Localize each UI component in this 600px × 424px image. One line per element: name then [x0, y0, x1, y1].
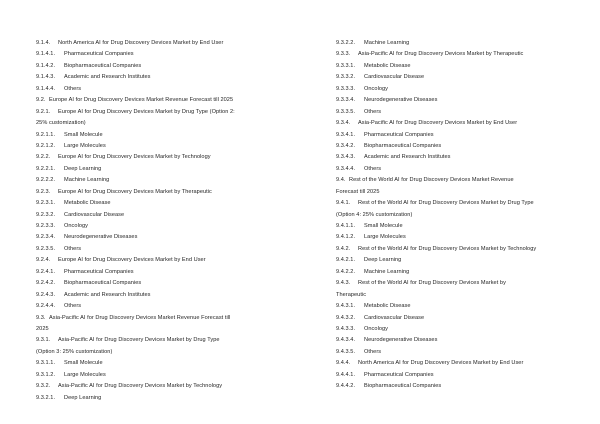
toc-entry-title: Oncology [64, 223, 89, 229]
toc-entry [336, 61, 576, 72]
toc-entry-title: Cardiovascular Disease [364, 74, 425, 81]
toc-entry-number: 9.1.4.3. [36, 74, 56, 81]
toc-entry-number: 9.2.4.2. [36, 280, 56, 287]
toc-entry [336, 221, 576, 232]
toc-entry [336, 347, 576, 358]
toc-entry-title: Biopharmaceutical Companies [64, 62, 142, 69]
toc-entry [336, 198, 576, 209]
toc-entry [336, 358, 576, 369]
toc-entry [36, 175, 298, 186]
toc-entry-number: 9.3.3.2. [336, 74, 356, 81]
toc-entry [36, 347, 298, 358]
toc-entry [36, 232, 298, 243]
toc-entry-number: 9.3.3. [336, 51, 351, 58]
toc-entry [36, 221, 298, 232]
toc-entry-number: 9.3.4.1. [336, 131, 356, 138]
toc-right-column [336, 38, 576, 393]
toc-entry-title: North America AI for Drug Discovery Devices Market by End User [358, 360, 524, 367]
toc-entry-title: Rest of the World AI for Drug Discovery Devices Market Revenue [349, 177, 514, 184]
toc-entry-number: 9.2. [36, 97, 46, 104]
toc-entry-number: 9.3. [36, 314, 46, 321]
toc-entry-number: 9.3.3.3. [336, 85, 356, 92]
toc-entry [36, 267, 298, 278]
toc-entry-title: Europe AI for Drug Discovery Devices Market by End User [58, 257, 206, 264]
toc-entry [336, 210, 576, 221]
toc-entry [336, 313, 576, 324]
toc-entry [336, 232, 576, 243]
toc-entry [36, 381, 298, 392]
toc-entry [36, 84, 298, 95]
toc-entry-number: 9.4.2. [336, 245, 351, 252]
toc-entry-title: Oncology [364, 325, 389, 332]
toc-entry-title: Forecast till 2025 [336, 188, 380, 195]
toc-entry-number: 9.3.4. [336, 120, 351, 127]
toc-entry [336, 244, 576, 255]
toc-entry [336, 278, 576, 289]
toc-left-column [36, 38, 298, 404]
toc-entry [336, 118, 576, 129]
toc-entry [36, 370, 298, 381]
toc-entry-number: 9.2.4.3. [36, 291, 56, 298]
toc-entry-title: Cardiovascular Disease [364, 314, 425, 321]
toc-entry-number: 9.4.3.4. [336, 337, 356, 344]
toc-entry-number: 9.2.3.5. [36, 245, 56, 252]
toc-entry-title: Biopharmaceutical Companies [364, 383, 442, 390]
toc-entry-title: (Option 4: 25% customization) [336, 211, 413, 218]
toc-entry-number: 9.3.4.4. [336, 165, 356, 172]
toc-entry-number: 9.1.4.4. [36, 85, 56, 92]
toc-entry-title: Cardiovascular Disease [64, 211, 125, 218]
toc-entry-title: Academic and Research Institutes [64, 74, 151, 81]
toc-entry [336, 141, 576, 152]
toc-entry-number: 9.3.3.5. [336, 108, 356, 115]
toc-entry-number: 9.4.3.5. [336, 348, 356, 355]
toc-entry [36, 210, 298, 221]
toc-entry [36, 335, 298, 346]
toc-entry [336, 324, 576, 335]
toc-entry [36, 313, 298, 324]
toc-entry-title: Asia-Pacific AI for Drug Discovery Devices Market by End User [358, 120, 518, 127]
toc-entry [336, 335, 576, 346]
toc-entry-title: Large Molecules [64, 371, 106, 378]
toc-entry [336, 72, 576, 83]
toc-entry [36, 324, 298, 335]
toc-entry-title: Pharmaceutical Companies [64, 51, 134, 58]
toc-entry [336, 107, 576, 118]
toc-entry-title: Therapeutic [336, 291, 367, 298]
toc-entry [36, 107, 298, 118]
toc-entry-title: Europe AI for Drug Discovery Devices Market Revenue Forecast till 2025 [49, 97, 234, 104]
toc-entry [36, 49, 298, 60]
toc-entry [336, 49, 576, 60]
toc-entry-number: 9.2.3.1. [36, 200, 56, 207]
toc-entry-title: Biopharmaceutical Companies [64, 280, 142, 287]
toc-entry-number: 9.4.1. [336, 200, 351, 207]
toc-entry-title: Pharmaceutical Companies [364, 131, 434, 138]
toc-entry [36, 358, 298, 369]
toc-entry [36, 198, 298, 209]
toc-entry-number: 9.3.1.1. [36, 360, 56, 367]
toc-entry-number: 9.4. [336, 177, 346, 184]
toc-entry-number: 9.3.3.4. [336, 97, 356, 104]
toc-entry-number: 9.4.2.2. [336, 268, 356, 275]
toc-entry [36, 141, 298, 152]
toc-entry-title: Pharmaceutical Companies [364, 371, 434, 378]
toc-entry-title: 25% customization) [36, 120, 86, 127]
toc-entry-number: 9.3.2. [36, 383, 51, 390]
toc-entry-title: Rest of the World AI for Drug Discovery Devices Market by [358, 280, 506, 287]
toc-entry-number: 9.4.3. [336, 280, 351, 287]
toc-entry-number: 9.2.4.4. [36, 303, 56, 310]
toc-entry-number: 9.1.4.1. [36, 51, 56, 58]
toc-entry [336, 95, 576, 106]
toc-entry-title: Others [64, 85, 82, 92]
toc-entry-title: Academic and Research Institutes [364, 154, 451, 161]
toc-entry-title: Small Molecule [64, 131, 103, 138]
toc-entry-title: Metabolic Disease [364, 303, 411, 310]
toc-entry [36, 244, 298, 255]
toc-entry [336, 175, 576, 186]
toc-entry-title: Rest of the World AI for Drug Discovery Devices Market by Technology [358, 245, 537, 252]
toc-entry-number: 9.4.1.1. [336, 223, 356, 229]
toc-entry-title: Biopharmaceutical Companies [364, 142, 442, 149]
toc-entry-title: Deep Learning [64, 165, 102, 172]
toc-entry-title: Neurodegenerative Diseases [364, 337, 438, 344]
toc-entry-title: Oncology [364, 85, 389, 92]
toc-entry-number: 9.2.3.3. [36, 223, 56, 229]
toc-entry-number: 9.3.1.2. [36, 371, 56, 378]
toc-entry-number: 9.4.4.2. [336, 383, 356, 390]
toc-entry-number: 9.2.3.2. [36, 211, 56, 218]
toc-entry-number: 9.4.3.1. [336, 303, 356, 310]
toc-entry-title: Large Molecules [64, 142, 106, 149]
toc-entry [36, 130, 298, 141]
toc-entry-number: 9.4.4. [336, 360, 351, 367]
toc-entry [36, 278, 298, 289]
toc-entry-title: Machine Learning [364, 268, 410, 275]
toc-entry-number: 9.4.1.2. [336, 234, 356, 241]
toc-entry-title: Europe AI for Drug Discovery Devices Market by Drug Type (Option 2: [58, 108, 235, 115]
toc-entry [36, 164, 298, 175]
toc-entry-number: 9.2.2.1. [36, 165, 56, 172]
toc-entry-number: 9.3.2.2. [336, 40, 356, 46]
toc-entry-title: Neurodegenerative Diseases [64, 234, 138, 241]
toc-entry-title: Small Molecule [64, 360, 103, 367]
toc-entry-number: 9.4.4.1. [336, 371, 356, 378]
toc-entry-number: 9.1.4.2. [36, 62, 56, 69]
toc-entry [336, 38, 576, 49]
toc-entry-number: 9.4.3.2. [336, 314, 356, 321]
toc-entry-title: Rest of the World AI for Drug Discovery Devices Market by Drug Type [358, 200, 534, 207]
toc-entry-title: Small Molecule [364, 223, 403, 229]
toc-entry-title: 2025 [36, 325, 49, 332]
toc-entry [36, 152, 298, 163]
toc-entry [36, 61, 298, 72]
toc-entry-title: Deep Learning [64, 394, 102, 401]
toc-entry-title: Asia-Pacific AI for Drug Discovery Devices Market by Technology [58, 383, 223, 390]
toc-entry [336, 164, 576, 175]
toc-entry [36, 38, 298, 49]
toc-entry-title: Machine Learning [64, 177, 110, 184]
toc-entry-title: Machine Learning [364, 40, 410, 46]
toc-entry-number: 9.2.3. [36, 188, 51, 195]
toc-entry-number: 9.2.2. [36, 154, 51, 161]
toc-entry [36, 393, 298, 404]
toc-entry [336, 381, 576, 392]
toc-entry-title: Metabolic Disease [64, 200, 111, 207]
toc-entry-number: 9.4.3.3. [336, 325, 356, 332]
toc-entry-number: 9.3.3.1. [336, 62, 356, 69]
toc-entry-number: 9.3.4.2. [336, 142, 356, 149]
toc-entry-title: Asia-Pacific AI for Drug Discovery Devices Market by Drug Type [58, 337, 220, 344]
toc-entry [336, 255, 576, 266]
toc-entry-title: Others [64, 245, 82, 252]
toc-entry-title: Others [364, 108, 382, 115]
toc-entry-title: Pharmaceutical Companies [64, 268, 134, 275]
toc-entry [336, 187, 576, 198]
toc-entry [36, 118, 298, 129]
toc-entry-number: 9.3.1. [36, 337, 51, 344]
toc-entry [336, 267, 576, 278]
toc-entry-number: 9.3.2.1. [36, 394, 56, 401]
toc-entry-title: Others [364, 348, 382, 355]
toc-entry-number: 9.2.1. [36, 108, 51, 115]
toc-entry [36, 290, 298, 301]
toc-entry [336, 290, 576, 301]
toc-entry-title: (Option 3: 25% customization) [36, 348, 113, 355]
toc-entry-title: Metabolic Disease [364, 62, 411, 69]
toc-entry-title: Large Molecules [364, 234, 406, 241]
toc-entry-number: 9.1.4. [36, 40, 51, 46]
toc-entry-number: 9.2.1.1. [36, 131, 56, 138]
toc-entry-title: Europe AI for Drug Discovery Devices Market by Technology [58, 154, 211, 161]
toc-entry-number: 9.2.3.4. [36, 234, 56, 241]
toc-entry-number: 9.3.4.3. [336, 154, 356, 161]
toc-entry [36, 187, 298, 198]
toc-entry-number: 9.2.4. [36, 257, 51, 264]
toc-entry [36, 72, 298, 83]
toc-entry-number: 9.2.1.2. [36, 142, 56, 149]
toc-entry-title: Europe AI for Drug Discovery Devices Market by Therapeutic [58, 188, 212, 195]
toc-entry-number: 9.2.2.2. [36, 177, 56, 184]
toc-entry-title: North America AI for Drug Discovery Devices Market by End User [58, 40, 224, 46]
toc-entry [36, 255, 298, 266]
toc-entry-title: Asia-Pacific AI for Drug Discovery Devices Market by Therapeutic [358, 51, 524, 58]
toc-entry-title: Deep Learning [364, 257, 402, 264]
toc-entry-title: Asia-Pacific AI for Drug Discovery Devices Market Revenue Forecast till [49, 314, 231, 321]
toc-entry-number: 9.4.2.1. [336, 257, 356, 264]
toc-entry-title: Academic and Research Institutes [64, 291, 151, 298]
toc-entry [336, 370, 576, 381]
toc-entry [336, 301, 576, 312]
toc-entry [336, 84, 576, 95]
toc-entry-title: Others [364, 165, 382, 172]
toc-entry-number: 9.2.4.1. [36, 268, 56, 275]
toc-entry-title: Others [64, 303, 82, 310]
toc-entry [36, 301, 298, 312]
toc-entry-title: Neurodegenerative Diseases [364, 97, 438, 104]
toc-entry [36, 95, 298, 106]
toc-entry [336, 152, 576, 163]
toc-entry [336, 130, 576, 141]
